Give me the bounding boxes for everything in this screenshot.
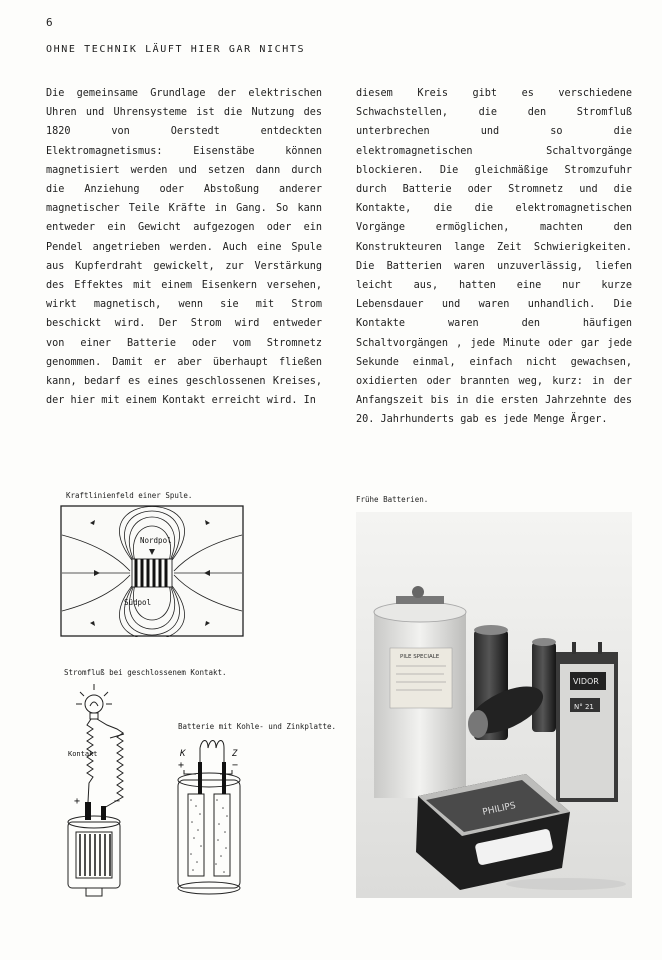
photo-label-philips: PHILIPS <box>481 800 517 818</box>
closed-contact-circuit-diagram <box>58 682 140 900</box>
right-column-line: Die Batterien waren unzuverlässig, liefen <box>356 260 632 272</box>
right-column-line: unterbrechen und so die <box>356 126 632 138</box>
left-column-line: der hier mit einem Kontakt erreicht wird. In <box>46 395 316 407</box>
right-column-line: Schwachstellen, die den Stromfluß <box>356 107 632 119</box>
left-column-line: entweder ein Gewicht aufgezogen oder ein <box>46 222 322 234</box>
photo-label-n21: N° 21 <box>574 703 594 711</box>
battery-minus-label: − <box>232 760 239 771</box>
left-column-line: Uhren und Uhrensysteme ist die Nutzung des <box>46 107 322 119</box>
left-column-line: magnetischer Teile Kräfte in Gang. So kann <box>46 203 322 215</box>
battery-caption: Batterie mit Kohle- und Zinkplatte. <box>178 722 337 731</box>
right-column-line: Anfangszeit bis in die ersten Jahrzehnte des <box>356 395 632 407</box>
left-column-line: beschickt wird. Der Strom wird entweder <box>46 318 322 330</box>
carbon-zinc-battery-diagram <box>166 734 250 900</box>
left-column-line: von einer Batterie oder vom Stromnetz <box>46 337 322 349</box>
photo-label-pile: PILE SPECIALE <box>400 654 440 660</box>
page-heading: OHNE TECHNIK LÄUFT HIER GAR NICHTS <box>46 44 306 55</box>
left-column-line: die Anziehung oder Abstoßung anderer <box>46 184 322 196</box>
left-column-line: Pendel angetrieben werden. Auch eine Spule <box>46 241 322 253</box>
left-column-line: kann, bedarf es eines geschlossenen Kreises, <box>46 376 322 388</box>
circuit-minus-label: − <box>114 796 121 807</box>
right-column-line: Konstrukteuren lange Zeit Schwierigkeiten. <box>356 241 632 253</box>
left-column-line: 1820 von Oerstedt entdeckten <box>46 126 322 138</box>
battery-k-label: K <box>180 749 186 759</box>
south-pole-label: Südpol <box>124 598 152 607</box>
right-column-line: blockieren. Die gleichmäßige Stromzufuhr <box>356 164 632 176</box>
left-column-line: genommen. Damit er aber überhaupt fließen <box>46 356 322 368</box>
right-text-column <box>356 84 632 430</box>
circuit-plus-label: + <box>74 796 81 807</box>
right-column-line: Schaltvorgängen , jede Minute oder gar jede <box>356 337 632 349</box>
left-column-line: Elektromagnetismus: Eisenstäbe können <box>46 145 322 157</box>
right-column-line: elektromagnetischen Schaltvorgänge <box>356 145 632 157</box>
right-column-line: durch Batterie oder Stromnetz und die <box>356 184 632 196</box>
right-column-line: Kontakte, die die elektromagnetischen <box>356 203 632 215</box>
photo-label-vidor: VIDOR <box>573 677 599 686</box>
contact-label: Kontakt <box>68 750 98 758</box>
right-column-line: oxidierten oder brannten weg, kurz: in der <box>356 376 632 388</box>
right-column-line: Kontakte waren den häufigen <box>356 318 632 330</box>
photo-caption: Frühe Batterien. <box>356 495 429 504</box>
right-column-line: leicht aus, hatten eine nur kurze <box>356 280 632 292</box>
early-batteries-photo <box>356 512 632 898</box>
right-column-line: Lebensdauer und waren unhandlich. Die <box>356 299 632 311</box>
left-text-column <box>46 84 322 410</box>
battery-plus-label: + <box>178 760 185 771</box>
left-column-line: aus Kupferdraht gewickelt, zur Verstärkung <box>46 260 322 272</box>
coil-field-lines-diagram <box>60 505 244 637</box>
right-column-line: Vorgänge ermöglichen, machten den <box>356 222 632 234</box>
right-column-line: Sekunde einmal, einfach nicht gewachsen, <box>356 356 632 368</box>
right-column-line: 20. Jahrhunderts gab es jede Menge Ärger. <box>356 414 608 426</box>
north-pole-label: Nordpol <box>140 536 172 545</box>
field-lines-caption: Kraftlinienfeld einer Spule. <box>66 491 193 500</box>
left-column-line: des Effektes mit einem Eisenkern versehen, <box>46 280 322 292</box>
circuit-caption: Stromfluß bei geschlossenem Kontakt. <box>64 668 227 677</box>
battery-z-label: Z <box>232 749 238 759</box>
left-column-line: Die gemeinsame Grundlage der elektrischen <box>46 88 322 99</box>
left-column-line: wirkt magnetisch, wenn sie mit Strom <box>46 299 322 311</box>
right-column-line: diesem Kreis gibt es verschiedene <box>356 88 632 99</box>
left-column-line: magnetisiert werden und setzen dann durch <box>46 164 322 176</box>
page-number: 6 <box>46 16 53 29</box>
